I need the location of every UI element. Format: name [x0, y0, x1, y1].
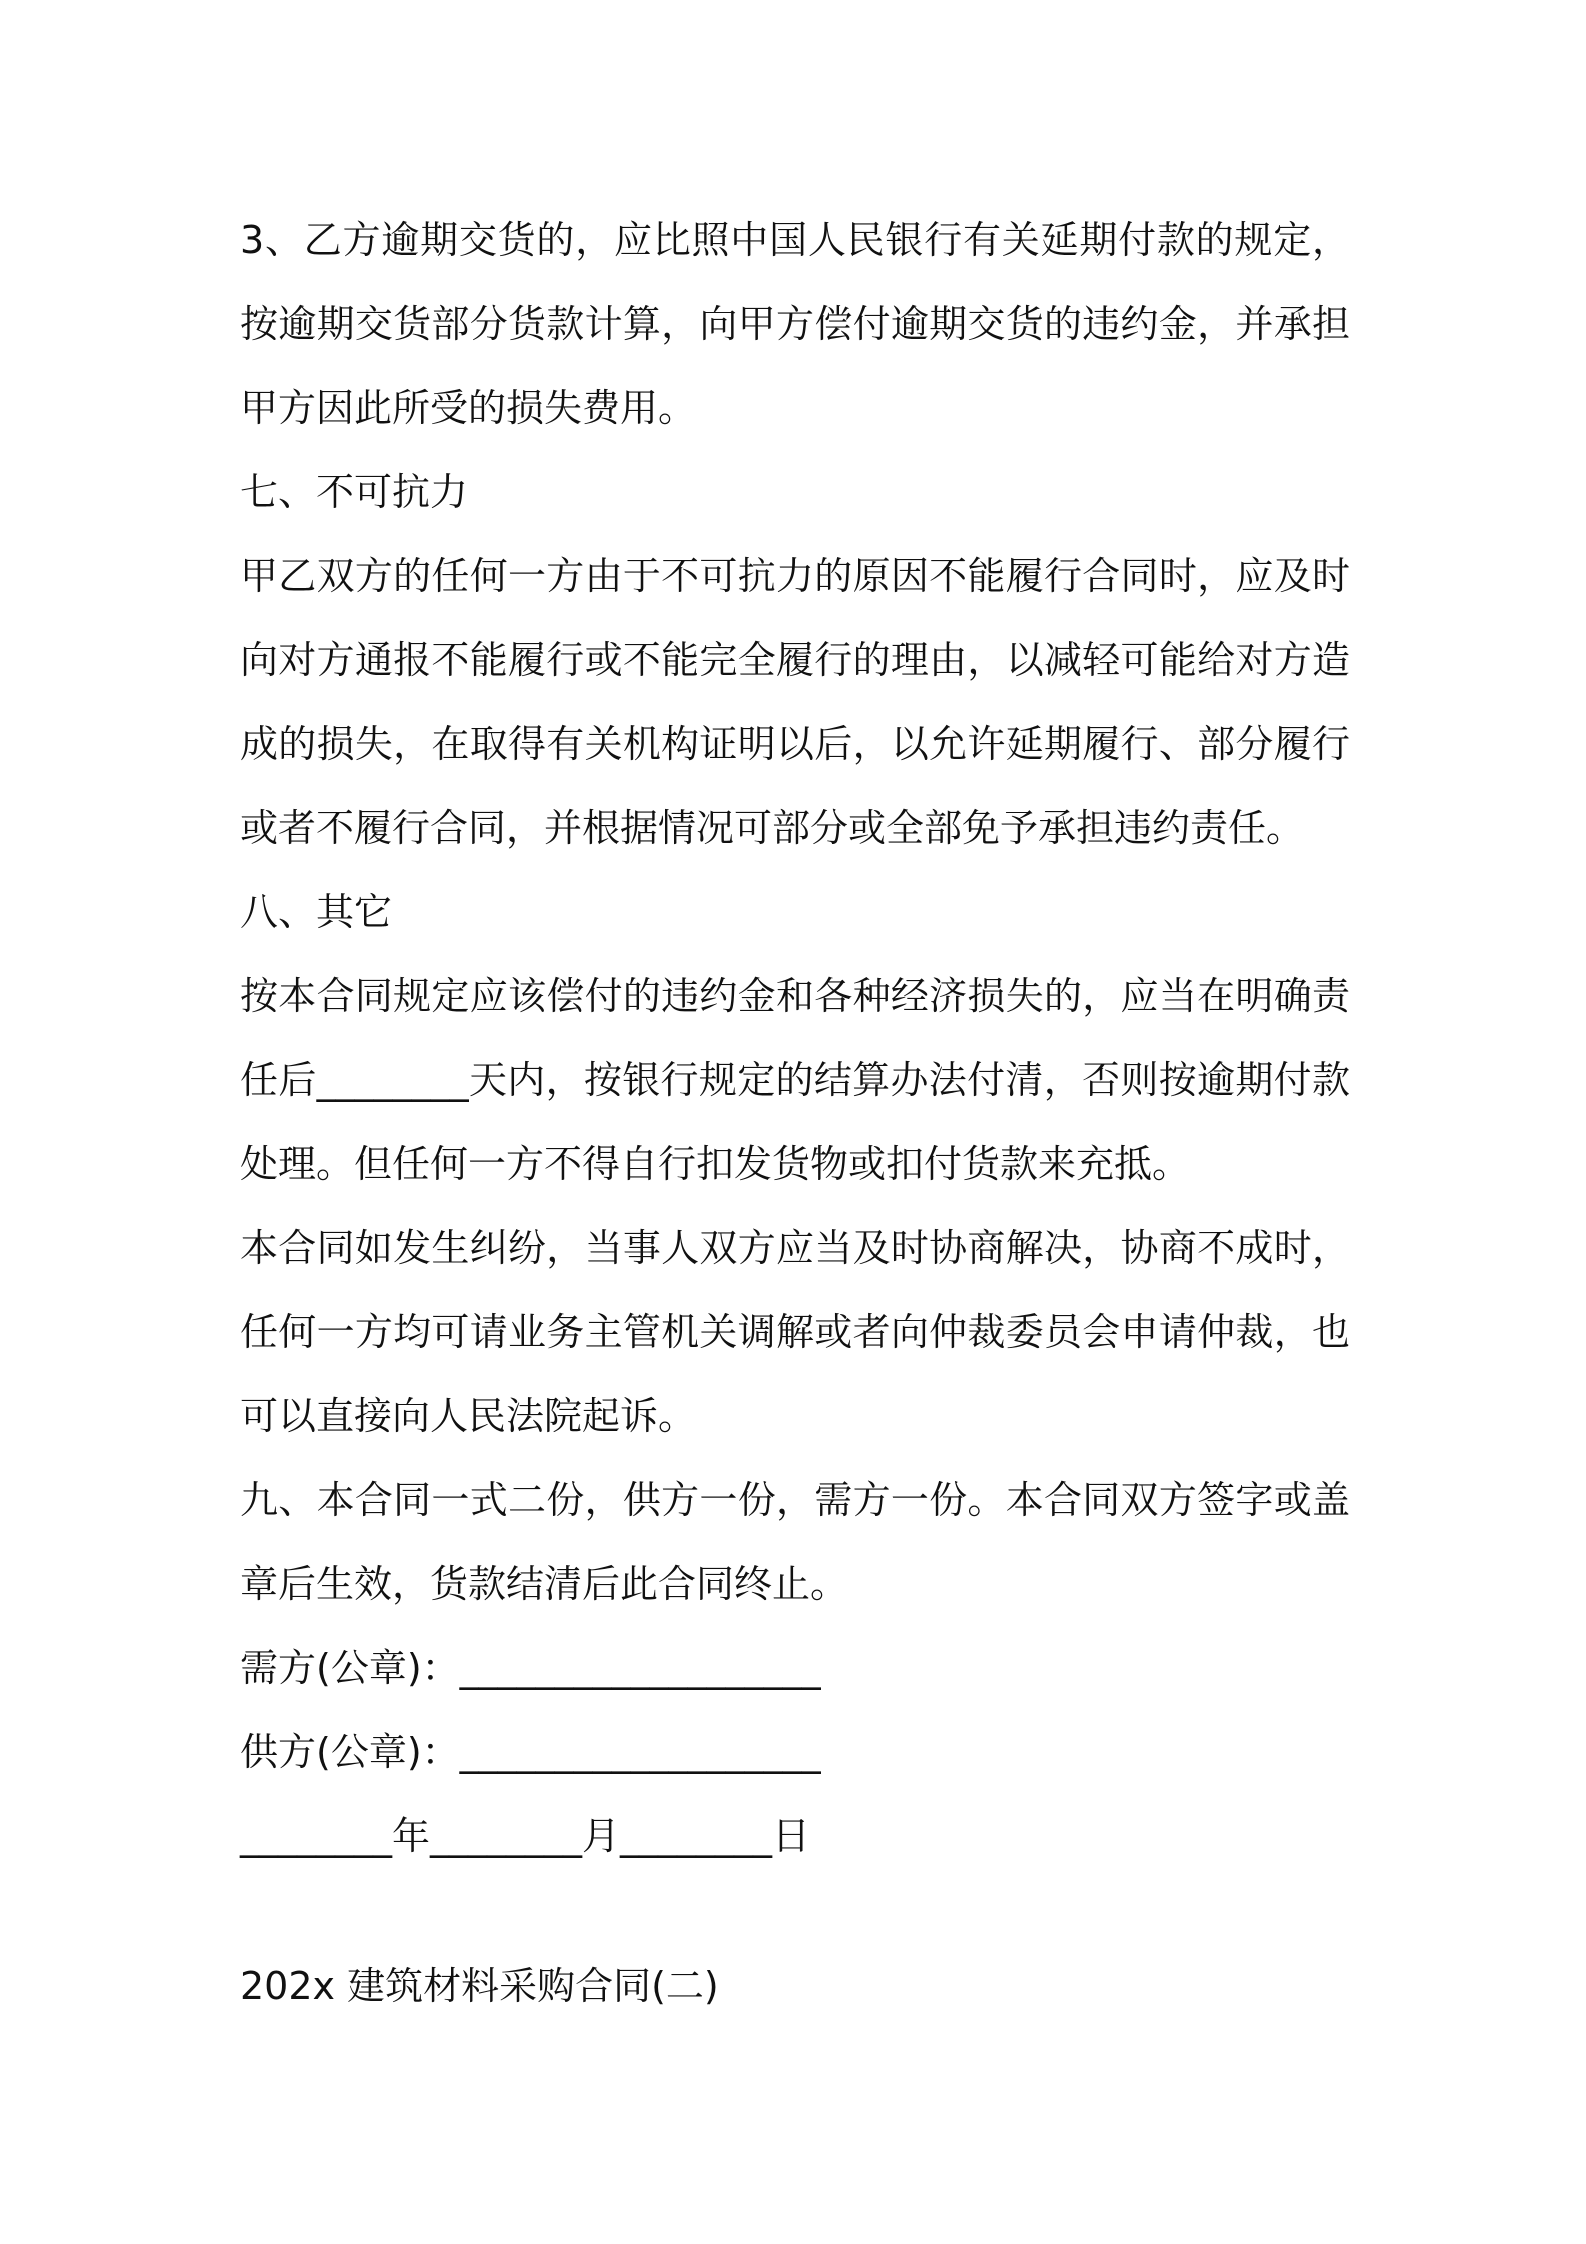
- section-heading-force-majeure: 七、不可抗力: [240, 470, 469, 514]
- next-contract-title: 202x 建筑材料采购合同(二): [240, 1964, 719, 2008]
- contract-page: [240, 198, 1350, 2028]
- section-heading-other: 八、其它: [240, 890, 393, 934]
- clause-copies: 九、本合同一式二份，供方一份，需方一份。本合同双方签字或盖章后生效，货款结清后此合同终止。: [240, 1478, 1350, 1606]
- supplier-signature-line: 供方(公章)：___________________: [240, 1730, 821, 1774]
- clause-late-delivery: 3、乙方逾期交货的，应比照中国人民银行有关延期付款的规定，按逾期交货部分货款计算，向甲方偿付逾期交货的违约金，并承担甲方因此所受的损失费用。: [240, 218, 1350, 430]
- section-spacer: [240, 1878, 1350, 1944]
- clause-dispute: 本合同如发生纠纷，当事人双方应当及时协商解决，协商不成时，任何一方均可请业务主管机关调解或者向仲裁委员会申请仲裁，也可以直接向人民法院起诉。: [240, 1226, 1350, 1438]
- date-line: ________年________月________日: [240, 1814, 811, 1858]
- buyer-signature-line: 需方(公章)：___________________: [240, 1646, 821, 1690]
- clause-compensation: 按本合同规定应该偿付的违约金和各种经济损失的，应当在明确责任后________天内，按银行规定的结算办法付清，否则按逾期付款处理。但任何一方不得自行扣发货物或扣付货款来充抵。: [240, 974, 1350, 1186]
- clause-force-majeure: 甲乙双方的任何一方由于不可抗力的原因不能履行合同时，应及时向对方通报不能履行或不能完全履行的理由，以减轻可能给对方造成的损失，在取得有关机构证明以后，以允许延期履行、部分履行或者不履行合同，并根据情况可部分或全部免予承担违约责任。: [240, 554, 1350, 850]
